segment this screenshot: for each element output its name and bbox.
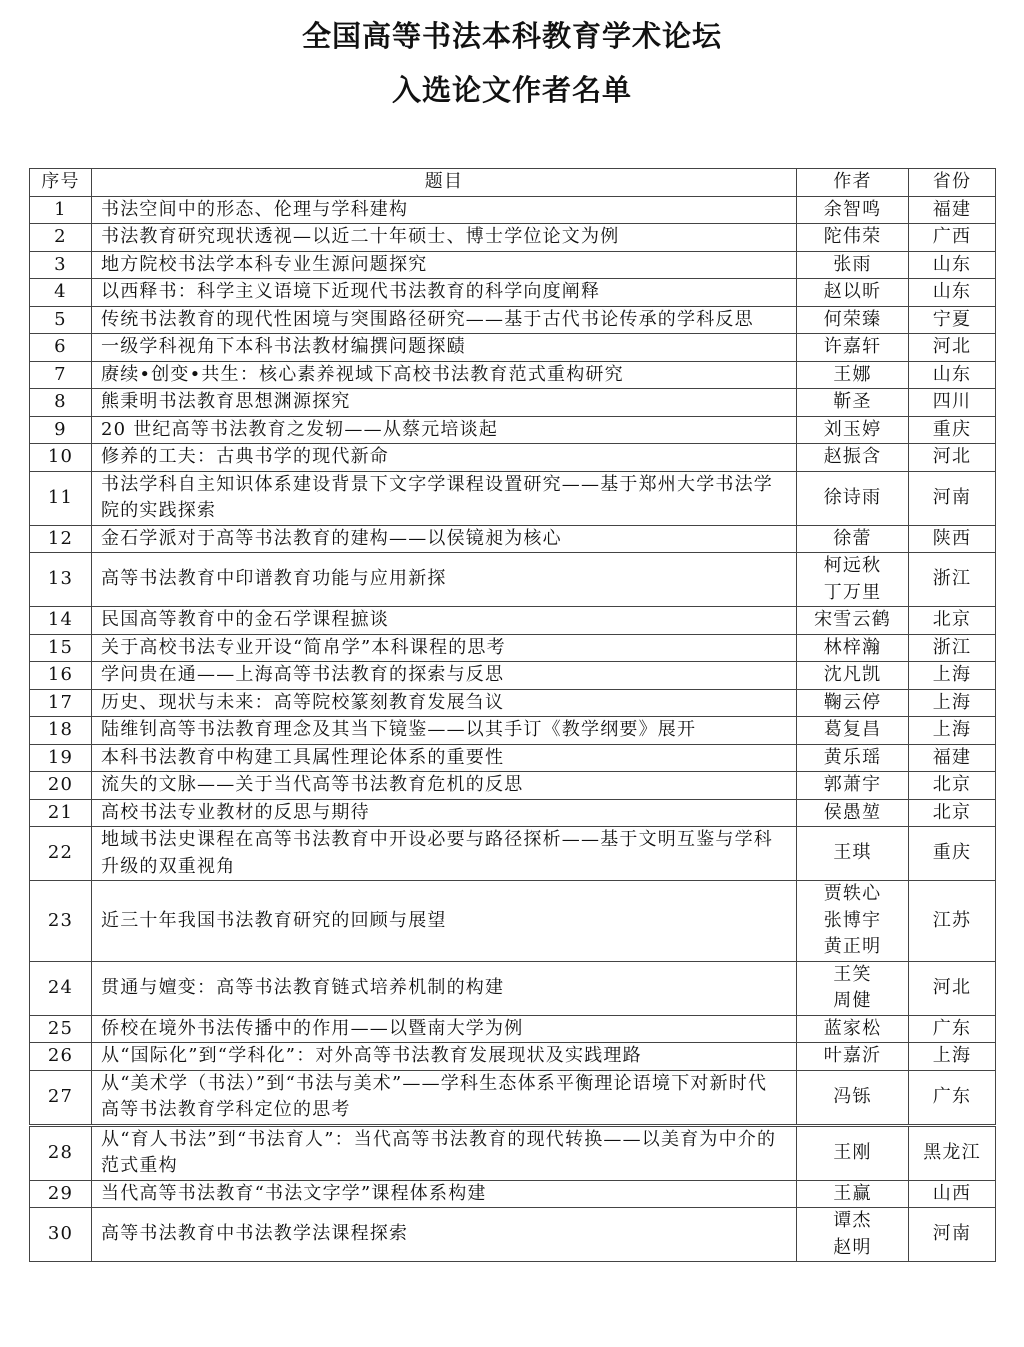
paper-authors bbox=[797, 772, 909, 800]
author-province: 河南 bbox=[909, 1208, 996, 1262]
author-name: 谭杰 bbox=[833, 1210, 872, 1231]
paper-title: 侨校在境外书法传播中的作用——以暨南大学为例 bbox=[92, 1015, 797, 1043]
row-number: 10 bbox=[30, 444, 92, 472]
paper-title: 赓续•创变•共生：核心素养视域下高校书法教育范式重构研究 bbox=[92, 361, 797, 389]
row-number: 13 bbox=[30, 553, 92, 607]
table-row bbox=[30, 279, 996, 307]
paper-title: 从“美术学（书法）”到“书法与美术”——学科生态体系平衡理论语境下对新时代高等书法教育学科定位的思考 bbox=[92, 1070, 797, 1125]
row-number: 26 bbox=[30, 1043, 92, 1071]
table-row bbox=[30, 334, 996, 362]
author-name: 周健 bbox=[833, 990, 872, 1011]
paper-title: 近三十年我国书法教育研究的回顾与展望 bbox=[92, 881, 797, 962]
table-row bbox=[30, 634, 996, 662]
table-row bbox=[30, 224, 996, 252]
author-name: 丁万里 bbox=[823, 581, 882, 603]
table-row bbox=[30, 196, 996, 224]
author-name: 蓝家松 bbox=[823, 1017, 882, 1039]
paper-title: 历史、现状与未来：高等院校篆刻教育发展刍议 bbox=[92, 689, 797, 717]
paper-authors bbox=[797, 607, 909, 635]
author-province: 北京 bbox=[909, 607, 996, 635]
row-number: 15 bbox=[30, 634, 92, 662]
paper-title: 以西释书：科学主义语境下近现代书法教育的科学向度阐释 bbox=[92, 279, 797, 307]
author-name: 林梓瀚 bbox=[823, 636, 882, 658]
author-name: 葛复昌 bbox=[823, 719, 882, 740]
paper-authors bbox=[797, 196, 909, 224]
paper-title: 从“国际化”到“学科化”：对外高等书法教育发展现状及实践理路 bbox=[92, 1043, 797, 1071]
document-subtitle: 入选论文作者名单 bbox=[391, 73, 632, 107]
author-name: 冯铄 bbox=[833, 1085, 872, 1107]
row-number: 30 bbox=[30, 1208, 92, 1262]
paper-title: 地域书法史课程在高等书法教育中开设必要与路径探析——基于文明互鉴与学科升级的双重视角 bbox=[92, 827, 797, 881]
row-number: 20 bbox=[30, 772, 92, 800]
row-number: 22 bbox=[30, 827, 92, 881]
table-body bbox=[30, 196, 996, 1262]
row-number: 14 bbox=[30, 607, 92, 635]
paper-title: 修养的工夫：古典书学的现代新命 bbox=[92, 444, 797, 472]
table-row bbox=[30, 471, 996, 525]
paper-title: 20 世纪高等书法教育之发轫——从蔡元培谈起 bbox=[92, 416, 797, 444]
paper-authors bbox=[797, 634, 909, 662]
row-number: 28 bbox=[30, 1125, 92, 1180]
row-number: 11 bbox=[30, 471, 92, 525]
paper-title: 金石学派对于高等书法教育的建构——以侯镜昶为核心 bbox=[92, 525, 797, 553]
author-name: 郭萧宇 bbox=[823, 774, 882, 795]
author-province: 江苏 bbox=[909, 881, 996, 962]
author-name: 鞠云停 bbox=[823, 691, 882, 713]
author-province: 河北 bbox=[909, 444, 996, 472]
table-row bbox=[30, 1208, 996, 1262]
table-header-row bbox=[30, 169, 996, 197]
row-number: 17 bbox=[30, 689, 92, 717]
paper-authors bbox=[797, 553, 909, 607]
author-name: 叶嘉沂 bbox=[823, 1045, 882, 1066]
table-row bbox=[30, 389, 996, 417]
table-row bbox=[30, 525, 996, 553]
row-number: 27 bbox=[30, 1070, 92, 1125]
author-province: 山东 bbox=[909, 279, 996, 307]
author-name: 赵以昕 bbox=[823, 281, 882, 302]
paper-authors bbox=[797, 744, 909, 772]
paper-title: 高等书法教育中书法教学法课程探索 bbox=[92, 1208, 797, 1262]
table-row bbox=[30, 662, 996, 690]
paper-title: 当代高等书法教育“书法文字学”课程体系构建 bbox=[92, 1180, 797, 1208]
row-number: 6 bbox=[30, 334, 92, 362]
table-row bbox=[30, 251, 996, 279]
paper-title: 本科书法教育中构建工具属性理论体系的重要性 bbox=[92, 744, 797, 772]
document-title: 全国高等书法本科教育学术论坛 bbox=[301, 19, 722, 53]
row-number: 24 bbox=[30, 961, 92, 1015]
row-number: 12 bbox=[30, 525, 92, 553]
table-row bbox=[30, 1125, 996, 1180]
paper-title: 地方院校书法学本科专业生源问题探究 bbox=[92, 251, 797, 279]
table-row bbox=[30, 607, 996, 635]
author-province: 河北 bbox=[909, 961, 996, 1015]
paper-authors bbox=[797, 1208, 909, 1262]
paper-authors bbox=[797, 251, 909, 279]
paper-authors bbox=[797, 827, 909, 881]
author-name: 王赢 bbox=[833, 1182, 872, 1204]
header-province: 省份 bbox=[909, 169, 996, 197]
author-name: 徐蕾 bbox=[833, 527, 872, 549]
author-name: 黄正明 bbox=[823, 936, 882, 957]
author-province: 广东 bbox=[909, 1015, 996, 1043]
paper-authors bbox=[797, 361, 909, 389]
author-name: 宋雪云鹤 bbox=[814, 609, 891, 630]
author-province: 山西 bbox=[909, 1180, 996, 1208]
paper-authors bbox=[797, 471, 909, 525]
paper-authors bbox=[797, 689, 909, 717]
author-name: 张博宇 bbox=[823, 909, 882, 931]
author-province: 广西 bbox=[909, 224, 996, 252]
author-province: 北京 bbox=[909, 772, 996, 800]
author-province: 广东 bbox=[909, 1070, 996, 1125]
paper-authors bbox=[797, 1180, 909, 1208]
author-name: 黄乐瑶 bbox=[823, 746, 882, 768]
table-row bbox=[30, 772, 996, 800]
author-province: 浙江 bbox=[909, 634, 996, 662]
paper-title: 书法学科自主知识体系建设背景下文字学课程设置研究——基于郑州大学书法学院的实践探索 bbox=[92, 471, 797, 525]
author-name: 赵振含 bbox=[823, 446, 882, 467]
table-row bbox=[30, 306, 996, 334]
paper-title: 陆维钊高等书法教育理念及其当下镜鉴——以其手订《教学纲要》展开 bbox=[92, 717, 797, 745]
table-row bbox=[30, 744, 996, 772]
author-name: 何荣臻 bbox=[823, 308, 882, 330]
author-province: 上海 bbox=[909, 1043, 996, 1071]
paper-authors bbox=[797, 1125, 909, 1180]
paper-authors bbox=[797, 881, 909, 962]
table-row bbox=[30, 1070, 996, 1125]
row-number: 21 bbox=[30, 799, 92, 827]
author-name: 赵明 bbox=[833, 1236, 872, 1258]
author-province: 山东 bbox=[909, 361, 996, 389]
author-province: 重庆 bbox=[909, 416, 996, 444]
paper-authors bbox=[797, 279, 909, 307]
row-number: 2 bbox=[30, 224, 92, 252]
paper-title: 高校书法专业教材的反思与期待 bbox=[92, 799, 797, 827]
paper-authors bbox=[797, 1070, 909, 1125]
row-number: 16 bbox=[30, 662, 92, 690]
author-name: 刘玉婷 bbox=[823, 418, 882, 440]
table-row bbox=[30, 1015, 996, 1043]
row-number: 9 bbox=[30, 416, 92, 444]
author-province: 山东 bbox=[909, 251, 996, 279]
row-number: 25 bbox=[30, 1015, 92, 1043]
table-row bbox=[30, 361, 996, 389]
paper-authors bbox=[797, 306, 909, 334]
paper-authors bbox=[797, 224, 909, 252]
author-name: 王刚 bbox=[833, 1141, 872, 1163]
author-name: 王琪 bbox=[833, 842, 872, 864]
paper-title: 书法空间中的形态、伦理与学科建构 bbox=[92, 196, 797, 224]
table-row bbox=[30, 1180, 996, 1208]
paper-title: 从“育人书法”到“书法育人”：当代高等书法教育的现代转换——以美育为中介的范式重构 bbox=[92, 1125, 797, 1180]
author-name: 余智鸣 bbox=[823, 198, 882, 220]
author-province: 北京 bbox=[909, 799, 996, 827]
author-province: 河北 bbox=[909, 334, 996, 362]
table-row bbox=[30, 689, 996, 717]
paper-authors bbox=[797, 444, 909, 472]
author-province: 河南 bbox=[909, 471, 996, 525]
author-name: 贾轶心 bbox=[823, 883, 882, 904]
paper-title: 学问贵在通——上海高等书法教育的探索与反思 bbox=[92, 662, 797, 690]
paper-authors bbox=[797, 389, 909, 417]
header-author: 作者 bbox=[797, 169, 909, 197]
table-row bbox=[30, 416, 996, 444]
author-province: 福建 bbox=[909, 744, 996, 772]
row-number: 18 bbox=[30, 717, 92, 745]
author-name: 王娜 bbox=[833, 363, 872, 385]
author-name: 许嘉轩 bbox=[823, 336, 882, 357]
paper-title: 贯通与嬗变：高等书法教育链式培养机制的构建 bbox=[92, 961, 797, 1015]
author-name: 沈凡凯 bbox=[823, 664, 882, 685]
paper-title: 流失的文脉——关于当代高等书法教育危机的反思 bbox=[92, 772, 797, 800]
author-province: 黑龙江 bbox=[909, 1125, 996, 1180]
table-row bbox=[30, 553, 996, 607]
paper-title: 一级学科视角下本科书法教材编撰问题探赜 bbox=[92, 334, 797, 362]
row-number: 4 bbox=[30, 279, 92, 307]
paper-title: 书法教育研究现状透视—以近二十年硕士、博士学位论文为例 bbox=[92, 224, 797, 252]
author-name: 柯远秋 bbox=[823, 555, 882, 576]
table-row bbox=[30, 717, 996, 745]
author-province: 上海 bbox=[909, 717, 996, 745]
table-row bbox=[30, 1043, 996, 1071]
table-row bbox=[30, 827, 996, 881]
paper-authors bbox=[797, 334, 909, 362]
row-number: 7 bbox=[30, 361, 92, 389]
paper-authors bbox=[797, 717, 909, 745]
paper-title: 民国高等教育中的金石学课程摭谈 bbox=[92, 607, 797, 635]
author-name: 陀伟荣 bbox=[823, 226, 882, 247]
paper-authors bbox=[797, 1015, 909, 1043]
paper-title: 熊秉明书法教育思想渊源探究 bbox=[92, 389, 797, 417]
paper-title: 传统书法教育的现代性困境与突围路径研究——基于古代书论传承的学科反思 bbox=[92, 306, 797, 334]
author-name: 王笑 bbox=[833, 963, 872, 985]
table-row bbox=[30, 881, 996, 962]
table-row bbox=[30, 961, 996, 1015]
author-province: 福建 bbox=[909, 196, 996, 224]
author-province: 宁夏 bbox=[909, 306, 996, 334]
author-name: 靳圣 bbox=[833, 391, 872, 412]
paper-authors bbox=[797, 416, 909, 444]
author-name: 徐诗雨 bbox=[823, 486, 882, 508]
table-row bbox=[30, 444, 996, 472]
paper-title: 关于高校书法专业开设“简帛学”本科课程的思考 bbox=[92, 634, 797, 662]
row-number: 3 bbox=[30, 251, 92, 279]
author-province: 上海 bbox=[909, 689, 996, 717]
row-number: 1 bbox=[30, 196, 92, 224]
paper-authors bbox=[797, 525, 909, 553]
author-province: 重庆 bbox=[909, 827, 996, 881]
row-number: 8 bbox=[30, 389, 92, 417]
author-province: 陕西 bbox=[909, 525, 996, 553]
author-name: 侯愚堃 bbox=[823, 801, 882, 823]
paper-title: 高等书法教育中印谱教育功能与应用新探 bbox=[92, 553, 797, 607]
row-number: 29 bbox=[30, 1180, 92, 1208]
paper-authors bbox=[797, 1043, 909, 1071]
paper-authors bbox=[797, 961, 909, 1015]
author-province: 四川 bbox=[909, 389, 996, 417]
paper-authors bbox=[797, 662, 909, 690]
row-number: 23 bbox=[30, 881, 92, 962]
paper-authors bbox=[797, 799, 909, 827]
author-name: 张雨 bbox=[833, 253, 872, 275]
row-number: 5 bbox=[30, 306, 92, 334]
author-province: 浙江 bbox=[909, 553, 996, 607]
table-row bbox=[30, 799, 996, 827]
row-number: 19 bbox=[30, 744, 92, 772]
header-no: 序号 bbox=[30, 169, 92, 197]
header-title: 题目 bbox=[92, 169, 797, 197]
author-province: 上海 bbox=[909, 662, 996, 690]
paper-list-table bbox=[29, 168, 996, 1262]
